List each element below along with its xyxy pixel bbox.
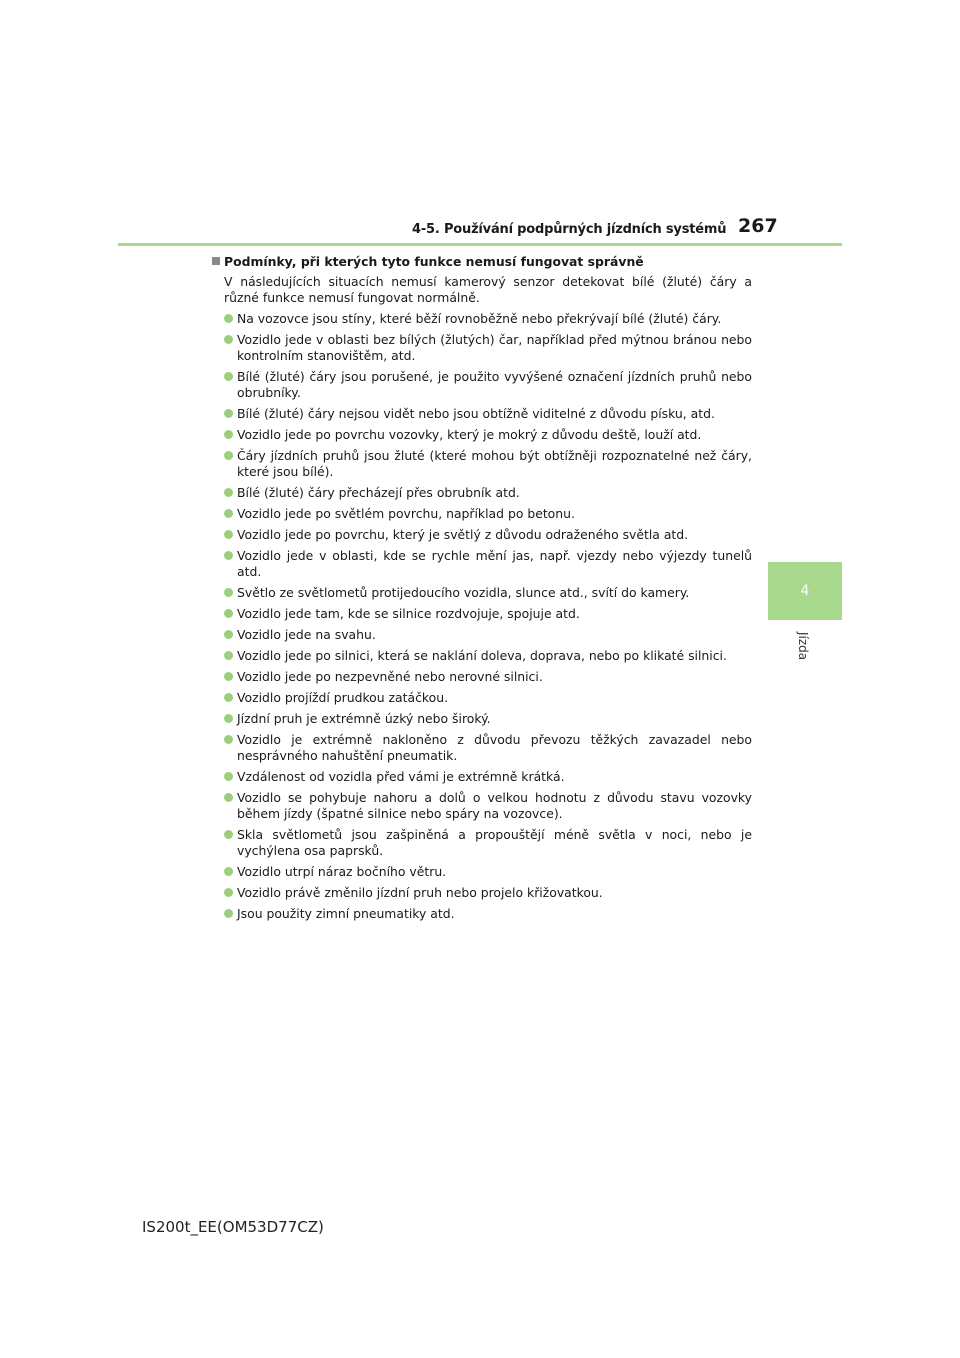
document-code: IS200t_EE(OM53D77CZ) <box>142 1218 324 1236</box>
list-item <box>212 485 752 501</box>
list-item-text: Vozidlo právě změnilo jízdní pruh nebo projelo křižovatkou. <box>237 885 603 900</box>
list-item <box>212 527 752 543</box>
list-item-text: Čáry jízdních pruhů jsou žluté (které mohou být obtížněji rozpoznatelné než čáry, které jsou bílé). <box>237 448 752 479</box>
bullet-icon <box>224 714 233 723</box>
list-item <box>212 448 752 480</box>
bullet-icon <box>224 372 233 381</box>
bullet-icon <box>224 793 233 802</box>
list-item <box>212 648 752 664</box>
list-item-text: Bílé (žluté) čáry přecházejí přes obrubník atd. <box>237 485 520 500</box>
list-item <box>212 711 752 727</box>
list-item-text: Vozidlo jede po silnici, která se naklání doleva, doprava, nebo po klikaté silnici. <box>237 648 727 663</box>
conditions-list <box>212 311 752 922</box>
list-item <box>212 506 752 522</box>
bullet-icon <box>224 867 233 876</box>
list-item-text: Jízdní pruh je extrémně úzký nebo široký. <box>237 711 491 726</box>
list-item-text: Světlo ze světlometů protijedoucího vozidla, slunce atd., svítí do kamery. <box>237 585 690 600</box>
bullet-icon <box>224 630 233 639</box>
page-number: 267 <box>738 215 778 237</box>
list-item <box>212 332 752 364</box>
bullet-icon <box>224 609 233 618</box>
list-item <box>212 906 752 922</box>
content-area <box>212 254 752 927</box>
list-item-text: Bílé (žluté) čáry nejsou vidět nebo jsou obtížně viditelné z důvodu písku, atd. <box>237 406 715 421</box>
list-item-text: Vozidlo jede po povrchu, který je světlý z důvodu odraženého světla atd. <box>237 527 689 542</box>
list-item-text: Vozidlo jede na svahu. <box>237 627 376 642</box>
bullet-icon <box>224 488 233 497</box>
chapter-tab <box>768 562 842 620</box>
section-heading <box>212 254 752 270</box>
bullet-icon <box>224 909 233 918</box>
list-item-text: Vozidlo projíždí prudkou zatáčkou. <box>237 690 449 705</box>
list-item-text: Vozidlo jede tam, kde se silnice rozdvojuje, spojuje atd. <box>237 606 580 621</box>
list-item <box>212 769 752 785</box>
list-item <box>212 427 752 443</box>
list-item <box>212 548 752 580</box>
list-item <box>212 732 752 764</box>
bullet-icon <box>224 830 233 839</box>
list-item-text: Vozidlo jede po nezpevněné nebo nerovné silnici. <box>237 669 543 684</box>
list-item <box>212 311 752 327</box>
bullet-icon <box>224 430 233 439</box>
list-item-text: Vozidlo se pohybuje nahoru a dolů o velkou hodnotu z důvodu stavu vozovky během jízdy (špatné silnice nebo spáry na vozovce). <box>237 790 752 821</box>
bullet-icon <box>224 314 233 323</box>
list-item-text: Skla světlometů jsou zašpiněná a propouštějí méně světla v noci, nebo je vychýlena osa paprsků. <box>237 827 752 858</box>
list-item-text: Vozidlo jede po povrchu vozovky, který je mokrý z důvodu deště, louží atd. <box>237 427 702 442</box>
bullet-icon <box>224 588 233 597</box>
list-item <box>212 669 752 685</box>
bullet-icon <box>224 451 233 460</box>
square-bullet-icon <box>212 257 220 265</box>
list-item-text: Vzdálenost od vozidla před vámi je extrémně krátká. <box>237 769 565 784</box>
list-item <box>212 827 752 859</box>
list-item-text: Vozidlo utrpí náraz bočního větru. <box>237 864 447 879</box>
chapter-number: 4 <box>800 583 810 599</box>
list-item-text: Bílé (žluté) čáry jsou porušené, je použito vyvýšené označení jízdních pruhů nebo obrubníky. <box>237 369 752 400</box>
bullet-icon <box>224 651 233 660</box>
list-item-text: Vozidlo jede po světlém povrchu, například po betonu. <box>237 506 575 521</box>
list-item <box>212 885 752 901</box>
bullet-icon <box>224 888 233 897</box>
list-item <box>212 627 752 643</box>
bullet-icon <box>224 509 233 518</box>
list-item-text: Jsou použity zimní pneumatiky atd. <box>237 906 455 921</box>
bullet-icon <box>224 772 233 781</box>
list-item-text: Na vozovce jsou stíny, které běží rovnoběžně nebo překrývají bílé (žluté) čáry. <box>237 311 722 326</box>
section-heading-text: Podmínky, při kterých tyto funkce nemusí fungovat správně <box>224 254 644 269</box>
bullet-icon <box>224 335 233 344</box>
list-item <box>212 406 752 422</box>
bullet-icon <box>224 409 233 418</box>
section-intro: V následujících situacích nemusí kamerový senzor detekovat bílé (žluté) čáry a různé funkce nemusí fungovat normálně. <box>224 274 752 305</box>
list-item <box>212 585 752 601</box>
list-item <box>212 690 752 706</box>
chapter-label: Jízda <box>796 632 810 661</box>
bullet-icon <box>224 551 233 560</box>
bullet-icon <box>224 693 233 702</box>
list-item-text: Vozidlo jede v oblasti bez bílých (žlutých) čar, například před mýtnou bránou nebo kontrolním stanovištěm, atd. <box>237 332 752 363</box>
list-item-text: Vozidlo je extrémně nakloněno z důvodu převozu těžkých zavazadel nebo nesprávného nahuštění pneumatik. <box>237 732 752 763</box>
list-item <box>212 790 752 822</box>
list-item <box>212 606 752 622</box>
bullet-icon <box>224 530 233 539</box>
list-item <box>212 864 752 880</box>
header-divider <box>118 243 842 246</box>
bullet-icon <box>224 735 233 744</box>
bullet-icon <box>224 672 233 681</box>
list-item-text: Vozidlo jede v oblasti, kde se rychle mění jas, např. vjezdy nebo výjezdy tunelů atd. <box>237 548 752 579</box>
header-section-title: 4-5. Používání podpůrných jízdních systémů <box>412 222 727 237</box>
list-item <box>212 369 752 401</box>
